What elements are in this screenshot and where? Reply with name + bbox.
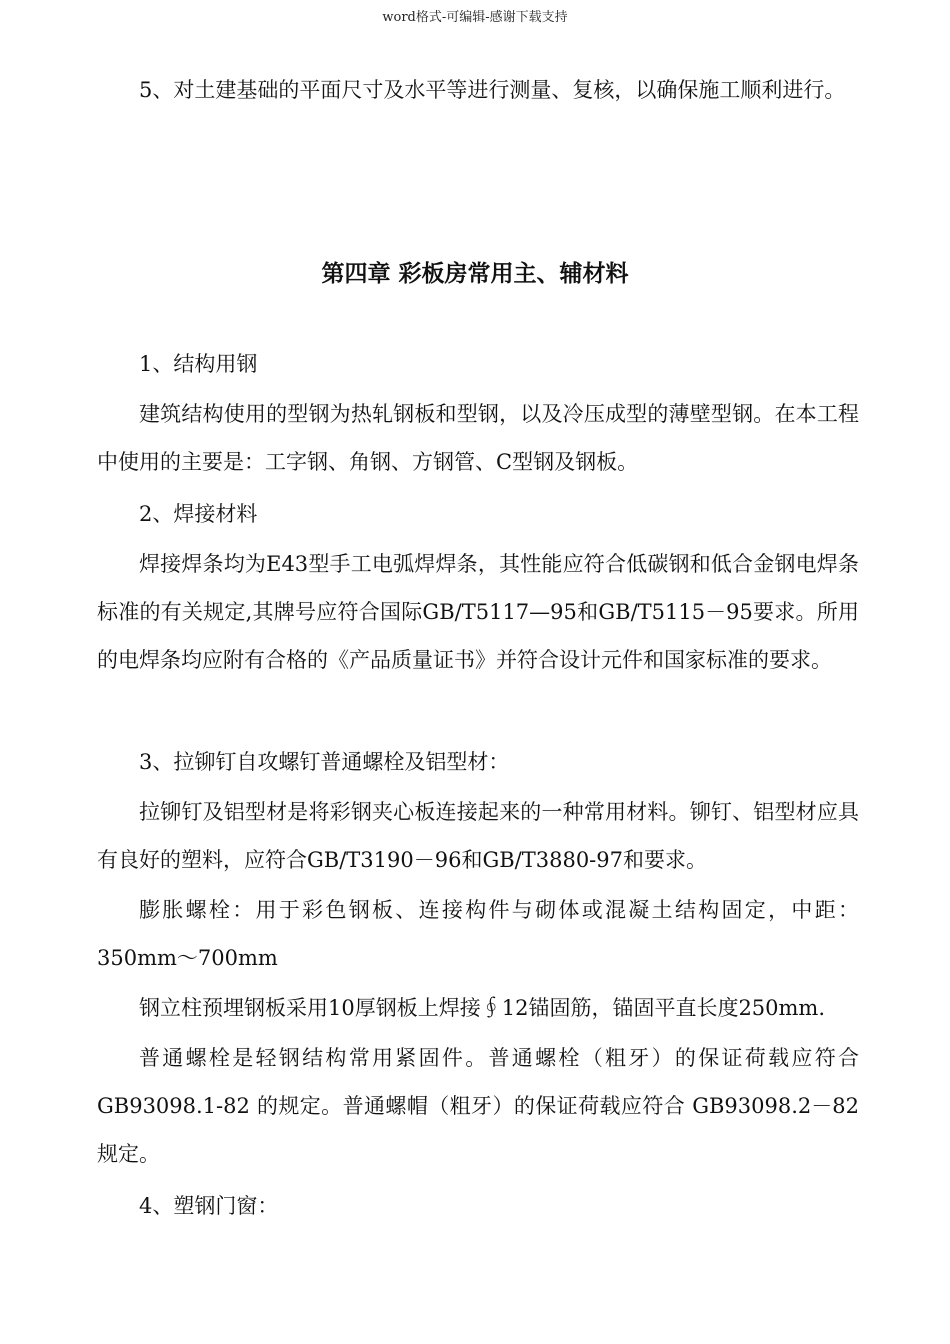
- paragraph-ordinary-bolts: 普通螺栓是轻钢结构常用紧固件。普通螺栓（粗牙）的保证荷载应符合GB93098.1-82 的规定。普通螺帽（粗牙）的保证荷载应符合 GB93098.2－82规定。: [97, 1046, 859, 1166]
- chapter-title: 第四章 彩板房常用主、辅材料: [321, 261, 629, 287]
- page-header: word格式-可编辑-感谢下载支持: [382, 10, 568, 25]
- paragraph-structural-steel: 建筑结构使用的型钢为热轧钢板和型钢，以及冷压成型的薄壁型钢。在本工程中使用的主要是：工字钢、角钢、方钢管、C型钢及钢板。: [97, 402, 859, 474]
- paragraph-rivets-aluminum: 拉铆钉及铝型材是将彩钢夹心板连接起来的一种常用材料。铆钉、铝型材应具有良好的塑料，应符合GB/T3190－96和GB/T3880-97和要求。: [97, 800, 859, 872]
- heading-welding-materials: 2、焊接材料: [139, 502, 258, 526]
- paragraph-welding-materials: 焊接焊条均为E43型手工电弧焊焊条，其性能应符合低碳钢和低合金钢电焊条标准的有关规定,其牌号应符合国际GB/T5117—95和GB/T5115－95要求。所用的电焊条均应附有合格的《产品质量证书》并符合设计元件和国家标准的要求。: [97, 552, 859, 672]
- paragraph-expansion-bolts: 膨胀螺栓：用于彩色钢板、连接构件与砌体或混凝土结构固定，中距：350mm～700mm: [97, 898, 859, 970]
- heading-structural-steel: 1、结构用钢: [139, 352, 258, 376]
- paragraph-site-survey: 5、对土建基础的平面尺寸及水平等进行测量、复核，以确保施工顺利进行。: [139, 78, 846, 102]
- heading-rivets-bolts: 3、拉铆钉自攻螺钉普通螺栓及铝型材：: [139, 750, 510, 774]
- heading-plastic-steel-windows: 4、塑钢门窗：: [139, 1194, 279, 1218]
- paragraph-embedded-plates: 钢立柱预埋钢板采用10厚钢板上焊接∮12锚固筋，锚固平直长度250mm.: [139, 996, 826, 1020]
